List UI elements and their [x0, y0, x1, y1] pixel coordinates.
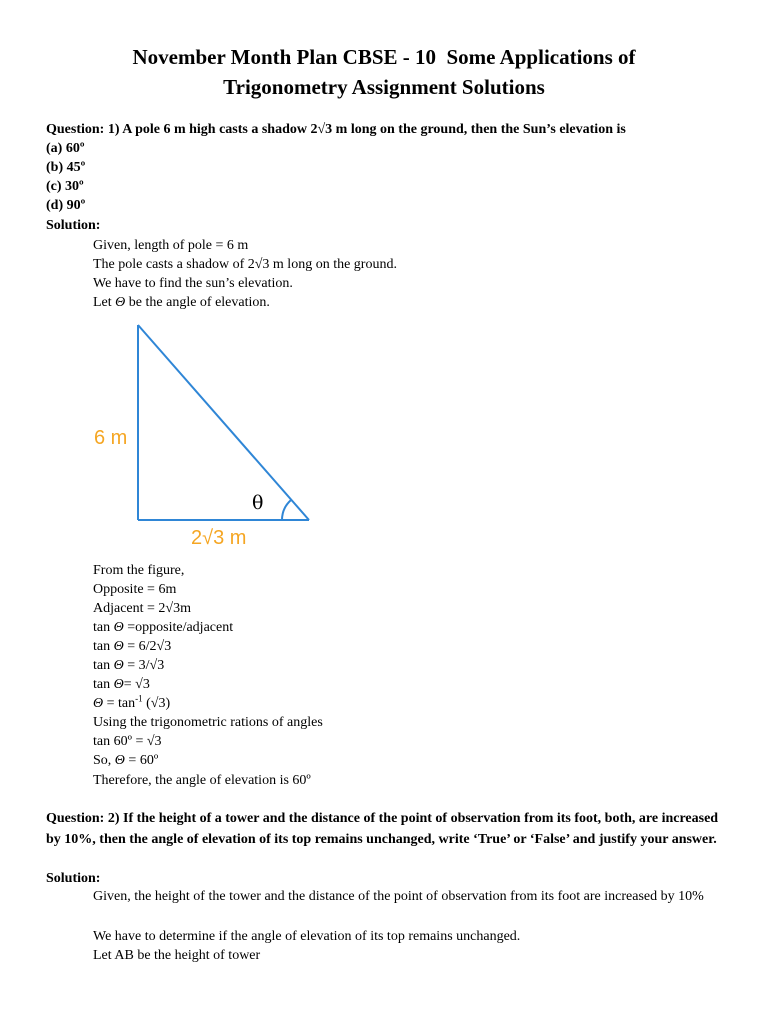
step-so: [93, 751, 158, 770]
angle-label: θ: [252, 492, 264, 514]
option-d: (d) 90º: [46, 198, 86, 213]
step-tan-definition: [93, 618, 233, 637]
given-line-4: [93, 293, 270, 312]
hypotenuse-line: [138, 325, 309, 520]
step-3-value: = √3: [123, 677, 150, 692]
q2-determine: We have to determine if the angle of elevation of its top remains unchanged.: [93, 929, 521, 944]
so-word: So,: [93, 753, 112, 768]
option-a: (a) 60º: [46, 141, 85, 156]
given-line-2: The pole casts a shadow of 2√3 m long on the ground.: [93, 257, 397, 272]
step-opposite: Opposite = 6m: [93, 582, 177, 597]
given-line-1: Given, length of pole = 6 m: [93, 238, 249, 253]
step-adjacent: Adjacent = 2√3m: [93, 601, 191, 616]
inverse-exponent: -1: [135, 693, 143, 704]
step-tan-2: [93, 656, 164, 675]
question-2-text: Question: 2) If the height of a tower and the distance of the point of observation from its foot, both, are increased by 10%, then the angle of elevation of its top remains unchanged, write ‘True’ or ‘False’ and justify your answer.: [46, 811, 719, 847]
solution-label-2: Solution:: [46, 871, 101, 886]
q2-let-ab: Let AB be the height of tower: [93, 948, 261, 963]
option-c: (c) 30º: [46, 179, 84, 194]
theta-symbol: Θ: [113, 620, 124, 635]
step-tan-1: [93, 637, 171, 656]
tan-word: tan: [93, 677, 111, 692]
step-2-value: = 3/√3: [127, 658, 165, 673]
step-tan-3: [93, 675, 150, 694]
inverse-tan: = tan: [106, 696, 136, 711]
q2-given: [46, 887, 730, 908]
tan-definition-text: =opposite/adjacent: [127, 620, 234, 635]
triangle-figure: [82, 320, 322, 552]
theta-symbol: Θ: [114, 753, 125, 768]
inverse-argument: (√3): [142, 696, 171, 711]
base-label: 2√3 m: [191, 527, 247, 549]
tan-word: tan: [93, 658, 111, 673]
angle-definition: be the angle of elevation.: [128, 295, 270, 310]
given-line-3: We have to find the sun’s elevation.: [93, 276, 293, 291]
step-1-value: = 6/2√3: [127, 639, 172, 654]
tan-word: tan: [93, 639, 111, 654]
step-therefore: Therefore, the angle of elevation is 60º: [93, 773, 311, 788]
q2-given-text: Given, the height of the tower and the distance of the point of observation from its foot are increased by 10%: [93, 889, 704, 904]
document-title: [0, 42, 768, 102]
title-line-1: November Month Plan CBSE - 10 Some Applications of: [132, 45, 636, 69]
question-1-text: Question: 1) A pole 6 m high casts a shadow 2√3 m long on the ground, then the Sun’s elevation is: [46, 122, 626, 137]
let-word: Let: [93, 295, 112, 310]
tan-word: tan: [93, 620, 111, 635]
solution-label-1: Solution:: [46, 218, 101, 233]
title-line-2: Trigonometry Assignment Solutions: [223, 75, 545, 99]
step-inverse: [93, 694, 170, 713]
height-label: 6 m: [94, 427, 128, 449]
theta-symbol: Θ: [93, 696, 104, 711]
theta-symbol: Θ: [113, 639, 124, 654]
angle-arc: [282, 500, 291, 520]
theta-symbol: Θ: [115, 295, 126, 310]
step-tan60: tan 60º = √3: [93, 734, 162, 749]
option-b: (b) 45º: [46, 160, 86, 175]
theta-symbol: Θ: [113, 677, 124, 692]
step-from-figure: From the figure,: [93, 563, 185, 578]
theta-symbol: Θ: [113, 658, 124, 673]
step-using: Using the trigonometric rations of angles: [93, 715, 323, 730]
so-value: = 60º: [128, 753, 159, 768]
